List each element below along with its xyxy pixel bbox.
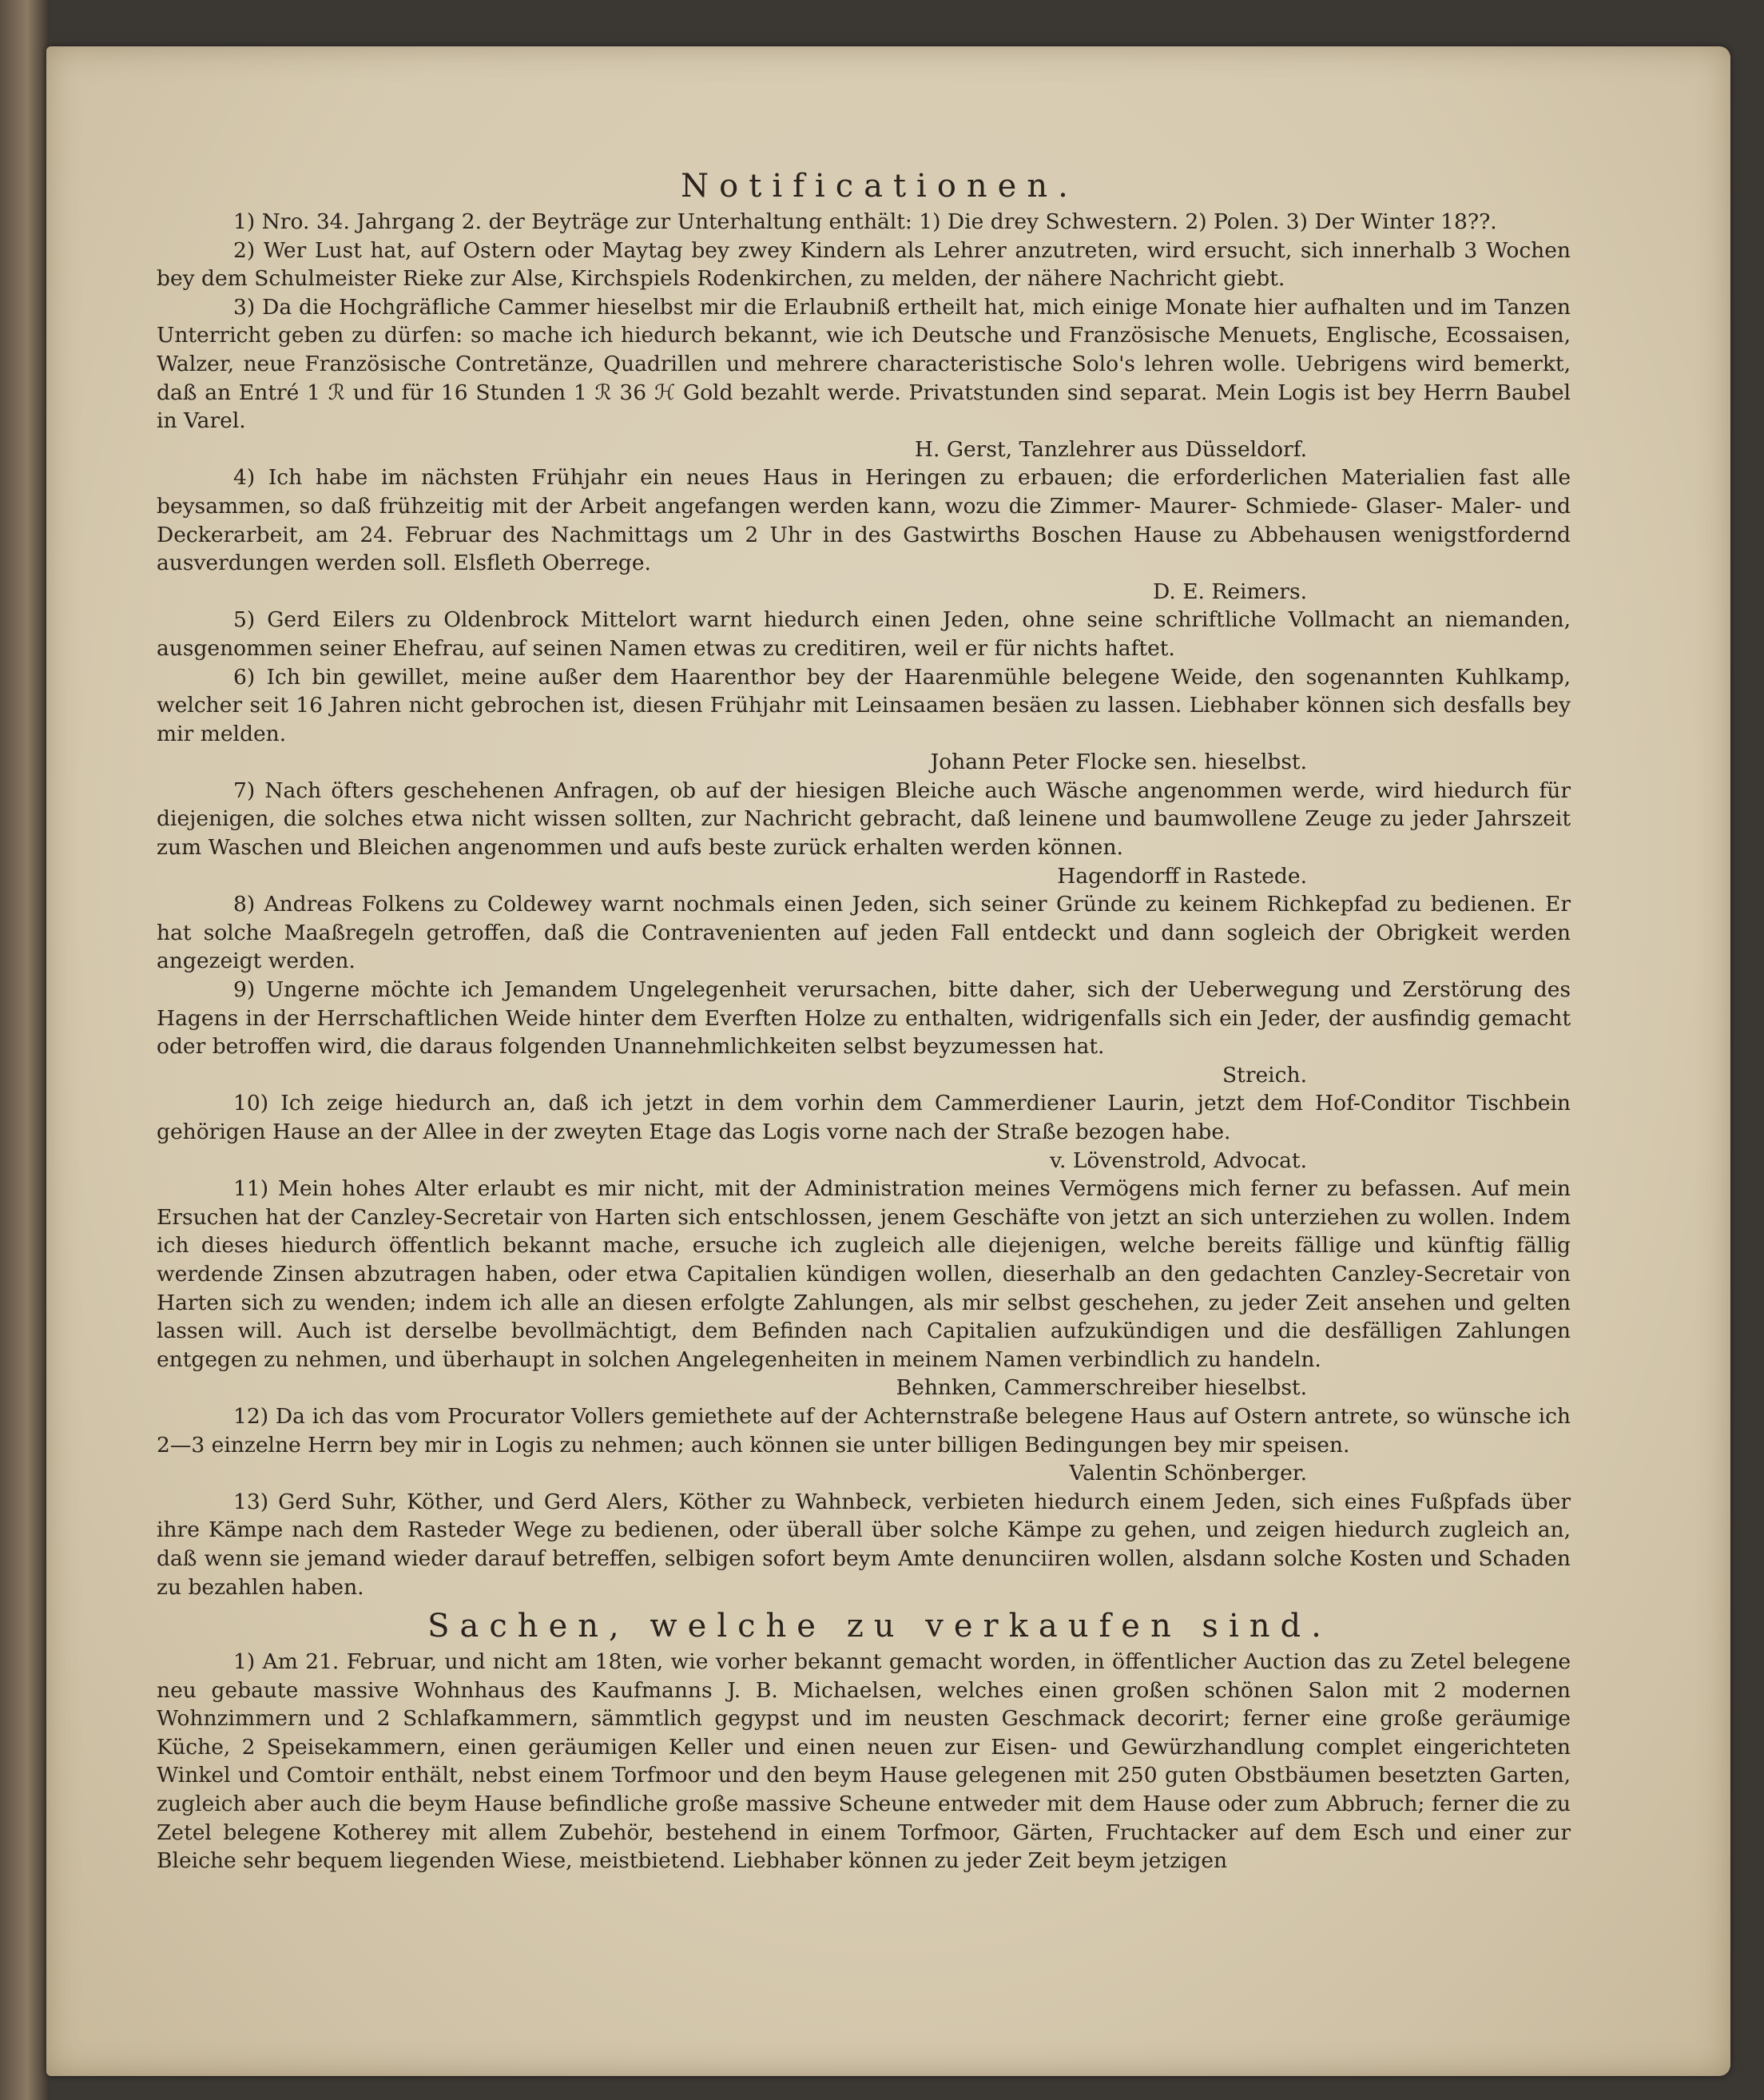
notice-text: 9) Ungerne möchte ich Jemandem Ungelegenheit verursachen, bitte daher, sich der Ueberwegung und Zerstörung des Hagens in der Herrschaftlichen Weide hinter dem Everften Holze zu enthalten, widrigenfalls sich ein Jeder, der ausfindig gemacht oder betroffen wird, die daraus folgenden Unannehmlichkeiten selbst beyzumessen hat. (157, 977, 1571, 1060)
notice-text: 4) Ich habe im nächsten Frühjahr ein neues Haus in Heringen zu erbauen; die erforderlichen Materialien fast alle beysammen, so daß frühzeitig mit der Arbeit angefangen werden kann, wozu die Zimmer- Maurer- Schmiede- Glaser- Maler- und Deckerarbeit, am 24. Februar des Nachmittags um 2 Uhr in des Gastwirths Boschen Hause zu Abbehausen wenigstfordernd ausverdungen werden soll. Elsfleth Oberrege. (157, 465, 1571, 576)
notice-signature: Johann Peter Flocke sen. hieselbst. (930, 750, 1307, 775)
notice-text: 6) Ich bin gewillet, meine außer dem Haarenthor bey der Haarenmühle belegene Weide, den sogenannten Kuhlkamp, welcher seit 16 Jahren nicht gebrochen ist, diesen Frühjahr mit Leinsaamen besäen zu lassen. Liebhaber können sich desfalls bey mir melden. (157, 664, 1571, 746)
notice-12 (157, 1488, 1571, 1601)
notice-8 (157, 976, 1571, 1089)
notice-signature: v. Lövenstrold, Advocat. (1050, 1147, 1307, 1173)
notice-text: 1) Nro. 34. Jahrgang 2. der Beyträge zur Unterhaltung enthält: 1) Die drey Schwestern. 2) Polen. 3) Der Winter 18??. (233, 209, 1497, 234)
notice-text: 11) Mein hohes Alter erlaubt es mir nicht, mit der Administration meines Vermögens mich ferner zu befassen. Auf mein Ersuchen hat der Canzley-Secretair von Harten sich entschlossen, jenem Geschäfte von jetzt an sich unterziehen zu wollen. Indem ich dieses hiedurch öffentlich bekannt mache, ersuche ich zugleich alle diejenigen, welche bereits fällige und künftig fällig werdende Zinsen abzutragen haben, oder etwa Capitalien kündigen wollen, dieserhalb an den gedachten Canzley-Secretair von Harten sich zu wenden; indem ich alle an diesen erfolgte Zahlungen, als mir selbst geschehen, zu jeder Zeit ansehen und gelten lassen will. Auch ist derselbe bevollmächtigt, dem Befinden nach Capitalien aufzukündigen und die desfälligen Zahlungen entgegen zu nehmen, und überhaupt in solchen Angelegenheiten in meinem Namen verbindlich zu handeln. (157, 1176, 1571, 1372)
notice-signature: D. E. Reimers. (1153, 579, 1307, 604)
notice-signature: Streich. (1222, 1062, 1307, 1088)
notice-1 (157, 237, 1571, 293)
notice-3 (157, 463, 1571, 606)
notice-text: 10) Ich zeige hiedurch an, daß ich jetzt in dem vorhin dem Cammerdiener Laurin, jetzt dem Hof-Conditor Tischbein gehörigen Hause an der Allee in der zweyten Etage das Logis vorne nach der Straße bezogen habe. (157, 1091, 1571, 1144)
notice-2 (157, 293, 1571, 464)
book-spine (0, 0, 50, 2100)
notice-5 (157, 663, 1571, 777)
notice-signature: Valentin Schönberger. (1069, 1461, 1307, 1486)
notice-11 (157, 1402, 1571, 1488)
section-heading-notifications: Notificationen. (681, 168, 1079, 205)
notice-signature: Behnken, Cammerschreiber hieselbst. (896, 1375, 1307, 1401)
page-content (157, 165, 1571, 1875)
notice-6 (157, 777, 1571, 890)
sale-item-text: 1) Am 21. Februar, und nicht am 18ten, wie vorher bekannt gemacht worden, in öffentlicher Auction das zu Zetel belegene neu gebaute massive Wohnhaus des Kaufmanns J. B. Michaelsen, welches einen großen schönen Salon mit 2 modernen Wohnzimmern und 2 Schlafkammern, sämmtlich gegypst und im neusten Geschmack decorirt; ferner eine große geräumige Küche, 2 Speisekammern, einen geräumigen Keller und einen neuen zur Eisen- und Gewürzhandlung complet eingerichteten Winkel und Comtoir enthält, nebst einem Torfmoor und den beym Hause gelegenen mit 250 guten Obstbäumen besetzten Garten, zugleich aber auch die beym Hause befindliche große massive Scheune entweder mit dem Hause oder zum Abbruch; ferner die zu Zetel belegene Kotherey mit allem Zubehör, bestehend in einem Torfmoor, Gärten, Fruchtacker auf dem Esch und einer zur Bleiche sehr bequem liegenden Wiese, meistbietend. Liebhaber können zu jeder Zeit beym jetzigen (157, 1649, 1571, 1874)
notice-text: 13) Gerd Suhr, Köther, und Gerd Alers, Köther zu Wahnbeck, verbieten hiedurch einem Jeden, sich eines Fußpfads über ihre Kämpe nach dem Rasteder Wege zu bedienen, oder überall über solche Kämpe zu gehen, und zeigen hiedurch zugleich an, daß wenn sie jemand wieder darauf betreffen, selbigen sofort beym Amte denunciiren wollen, alsdann solche Kosten und Schaden zu bezahlen haben. (157, 1489, 1571, 1600)
notice-4 (157, 606, 1571, 662)
notice-9 (157, 1089, 1571, 1175)
notice-text: 5) Gerd Eilers zu Oldenbrock Mittelort warnt hiedurch einen Jeden, ohne seine schriftliche Vollmacht an niemanden, ausgenommen seiner Ehefrau, auf seinen Namen etwas zu creditiren, weil er für nichts haftet. (157, 607, 1571, 661)
sale-item-0 (157, 1648, 1571, 1875)
notice-0 (157, 208, 1571, 237)
notice-signature: Hagendorff in Rastede. (1057, 863, 1307, 889)
notice-10 (157, 1175, 1571, 1402)
notice-text: 12) Da ich das vom Procurator Vollers gemiethete auf der Achternstraße belegene Haus auf Ostern antrete, so wünsche ich 2—3 einzelne Herrn bey mir in Logis zu nehmen; auch können sie unter billigen Bedingungen bey mir speisen. (157, 1403, 1571, 1458)
notice-text: 2) Wer Lust hat, auf Ostern oder Maytag bey zwey Kindern als Lehrer anzutreten, wird ersucht, sich innerhalb 3 Wochen bey dem Schulmeister Rieke zur Alse, Kirchspiels Rodenkirchen, zu melden, der nähere Nachricht giebt. (157, 237, 1571, 292)
notice-7 (157, 890, 1571, 976)
notice-text: 8) Andreas Folkens zu Coldewey warnt nochmals einen Jeden, sich seiner Gründe zu keinem Richkepfad zu bedienen. Er hat solche Maaßregeln getroffen, daß die Contravenienten auf jeden Fall entdeckt und dann sogleich der Obrigkeit werden angezeigt werden. (157, 892, 1571, 974)
notice-signature: H. Gerst, Tanzlehrer aus Düsseldorf. (914, 436, 1307, 462)
notice-text: 7) Nach öfters geschehenen Anfragen, ob auf der hiesigen Bleiche auch Wäsche angenommen werde, wird hiedurch für diejenigen, die solches etwa nicht wissen sollten, zur Nachricht gebracht, daß leinene und baumwollene Zeuge zu jeder Jahrszeit zum Waschen und Bleichen angenommen und aufs beste zurück erhalten werden können. (157, 778, 1571, 861)
section-heading-sale: Sachen, welche zu verkaufen sind. (427, 1608, 1332, 1645)
notice-text: 3) Da die Hochgräfliche Cammer hieselbst mir die Erlaubniß ertheilt hat, mich einige Monate hier aufhalten und im Tanzen Unterricht geben zu dürfen: so mache ich hiedurch bekannt, wie ich Deutsche und Französische Menuets, Englische, Ecossaisen, Walzer, neue Französische Contretänze, Quadrillen und mehrere characteristische Solo's lehren wolle. Uebrigens wird bemerkt, daß an Entré 1 ℛ und für 16 Stunden 1 ℛ 36 ℋ Gold bezahlt werde. Privatstunden sind separat. Mein Logis ist bey Herrn Baubel in Varel. (157, 294, 1571, 434)
book-page (46, 46, 1730, 2076)
